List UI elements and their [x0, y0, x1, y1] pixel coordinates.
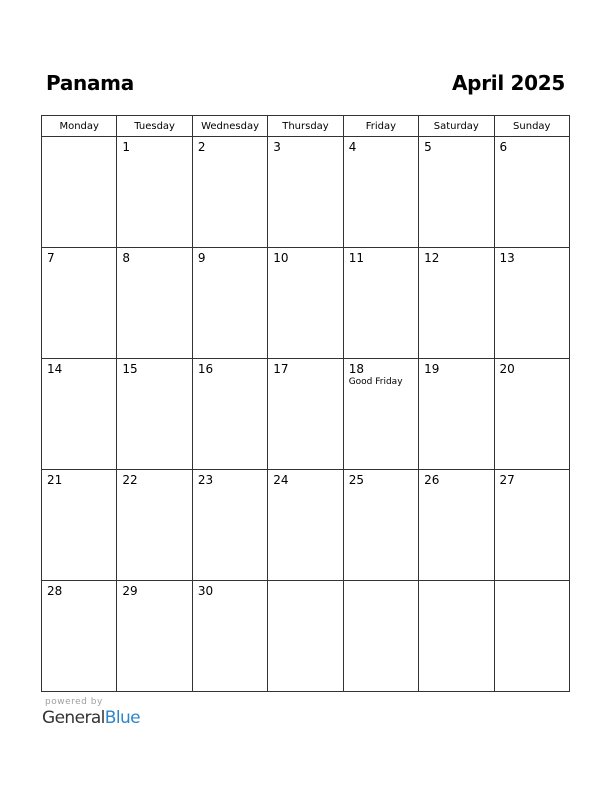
- day-number: 29: [122, 584, 138, 598]
- day-cell: [419, 470, 494, 581]
- weekday-friday: Friday: [343, 116, 418, 137]
- day-number: 2: [197, 140, 206, 154]
- weekday-wednesday: Wednesday: [192, 116, 267, 137]
- weekday-sunday: Sunday: [494, 116, 569, 137]
- logo-text-blue: Blue: [104, 708, 141, 728]
- day-cell: [268, 470, 343, 581]
- day-number: [495, 581, 569, 585]
- day-number: 6: [499, 140, 508, 154]
- weekday-monday: Monday: [42, 116, 117, 137]
- weekday-saturday: Saturday: [419, 116, 494, 137]
- day-cell: [117, 581, 192, 692]
- day-number: 27: [499, 473, 515, 487]
- day-cell: [192, 359, 267, 470]
- day-number: 10: [273, 251, 289, 265]
- day-number: 13: [499, 251, 515, 265]
- week-row: [42, 137, 570, 248]
- calendar-grid: [41, 115, 570, 692]
- day-number: 16: [197, 362, 214, 376]
- day-cell: [192, 470, 267, 581]
- day-cell: [419, 248, 494, 359]
- day-cell: [42, 581, 117, 692]
- day-number: 28: [47, 584, 63, 598]
- weekday-header-row: [42, 116, 570, 137]
- day-number: 7: [47, 251, 55, 265]
- powered-by-label: powered by: [45, 697, 103, 707]
- day-cell: [42, 248, 117, 359]
- day-cell: [419, 581, 494, 692]
- day-number: 22: [122, 473, 138, 487]
- week-row: [42, 248, 570, 359]
- day-number: [419, 581, 493, 585]
- week-row: [42, 581, 570, 692]
- day-number: 17: [273, 362, 289, 376]
- holiday-label: Good Friday: [348, 377, 403, 387]
- day-cell: [343, 248, 418, 359]
- day-number: 20: [499, 362, 515, 376]
- day-cell: [42, 359, 117, 470]
- day-cell: [494, 359, 569, 470]
- day-number: [42, 137, 116, 141]
- day-number: 24: [273, 473, 289, 487]
- day-number: 12: [424, 251, 440, 265]
- day-cell: [343, 470, 418, 581]
- day-cell: [117, 248, 192, 359]
- day-number: [344, 581, 418, 585]
- day-number: 3: [273, 140, 281, 154]
- day-number: 18: [348, 362, 364, 376]
- day-cell: [42, 137, 117, 248]
- day-cell: [268, 581, 343, 692]
- day-number: 23: [197, 473, 214, 487]
- month-year-title: April 2025: [452, 71, 565, 95]
- day-cell: [494, 137, 569, 248]
- day-number: 25: [348, 473, 364, 487]
- day-cell: [343, 137, 418, 248]
- day-number: 30: [197, 584, 214, 598]
- day-cell: [419, 359, 494, 470]
- day-cell: [268, 359, 343, 470]
- day-cell: [192, 581, 267, 692]
- day-number: 19: [424, 362, 440, 376]
- day-number: 8: [122, 251, 131, 265]
- generalblue-logo: [42, 708, 140, 728]
- week-row: [42, 470, 570, 581]
- weekday-thursday: Thursday: [268, 116, 343, 137]
- day-cell: [42, 470, 117, 581]
- day-cell: [343, 359, 418, 470]
- weekday-tuesday: Tuesday: [117, 116, 192, 137]
- day-cell: [117, 137, 192, 248]
- day-cell: [192, 137, 267, 248]
- day-cell: [419, 137, 494, 248]
- day-cell: [343, 581, 418, 692]
- day-number: 4: [348, 140, 357, 154]
- day-cell: [117, 359, 192, 470]
- day-number: 15: [122, 362, 138, 376]
- day-cell: [494, 470, 569, 581]
- logo-text-general: General: [42, 708, 105, 728]
- week-row: [42, 359, 570, 470]
- day-number: 9: [197, 251, 206, 265]
- country-title: Panama: [46, 71, 134, 95]
- day-cell: [192, 248, 267, 359]
- day-number: [268, 581, 342, 585]
- calendar-body: [42, 137, 570, 692]
- day-number: 26: [424, 473, 440, 487]
- day-number: 1: [122, 140, 131, 154]
- day-cell: [494, 581, 569, 692]
- day-cell: [117, 470, 192, 581]
- day-number: 11: [348, 251, 364, 265]
- day-number: 5: [424, 140, 432, 154]
- day-cell: [494, 248, 569, 359]
- day-number: 21: [47, 473, 63, 487]
- day-cell: [268, 137, 343, 248]
- day-number: 14: [47, 362, 63, 376]
- day-cell: [268, 248, 343, 359]
